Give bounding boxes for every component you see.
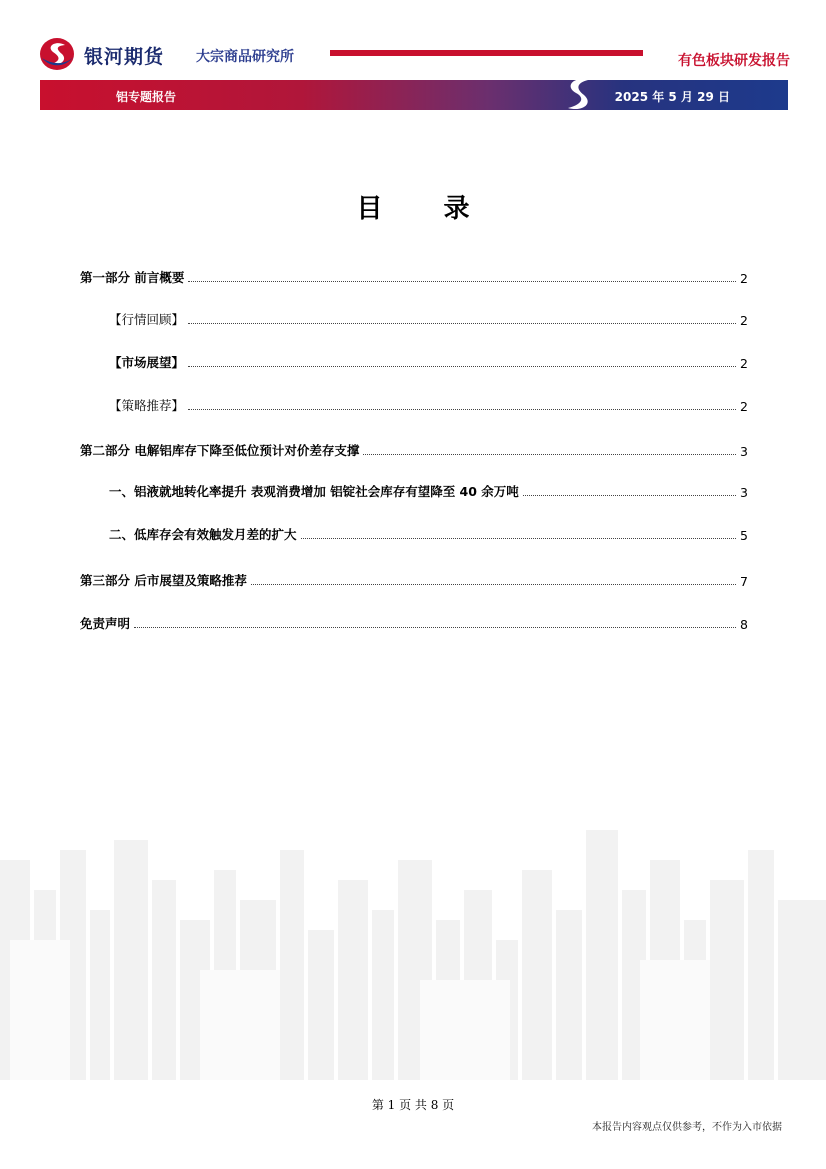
report-banner xyxy=(40,80,788,110)
section-label: 有色板块研发报告 xyxy=(678,53,790,69)
toc-entry[interactable] xyxy=(109,482,748,500)
city-skyline-watermark xyxy=(0,820,826,1080)
toc-entry-label: 免责声明 xyxy=(80,616,131,631)
toc-entry[interactable] xyxy=(80,571,748,589)
toc-entry[interactable] xyxy=(109,396,748,414)
toc-title: 目 录 xyxy=(356,194,496,224)
dot-leader xyxy=(301,537,737,539)
toc-entry-page: 5 xyxy=(740,528,748,543)
header-red-rule xyxy=(330,50,643,56)
dot-leader xyxy=(251,583,736,585)
toc-entry-page: 3 xyxy=(740,485,748,500)
toc-entry[interactable] xyxy=(109,310,748,328)
toc-entry[interactable] xyxy=(80,614,748,632)
brand-logo xyxy=(38,36,338,74)
toc-entry-page: 2 xyxy=(740,399,748,414)
dot-leader xyxy=(188,408,736,410)
page-indicator: 第 1 页 共 8 页 xyxy=(371,1098,455,1112)
toc-entry-label: 二、低库存会有效触发月差的扩大 xyxy=(109,527,297,542)
dot-leader xyxy=(363,453,736,455)
toc-entry-page: 3 xyxy=(740,444,748,459)
toc-entry-label: 第三部分 后市展望及策略推荐 xyxy=(80,573,247,588)
dot-leader xyxy=(188,280,736,282)
toc-entry-label: 【市场展望】 xyxy=(109,355,185,370)
toc-entry-page: 7 xyxy=(740,574,748,589)
disclaimer-note: 本报告内容观点仅供参考，不作为入市依据 xyxy=(592,1122,782,1133)
toc-entry-page: 8 xyxy=(740,617,748,632)
toc-entry-label: 第一部分 前言概要 xyxy=(80,270,185,285)
toc-entry-page: 2 xyxy=(740,356,748,371)
brand-name: 银河期货 xyxy=(84,46,165,68)
institute-name: 大宗商品研究所 xyxy=(196,49,294,65)
toc-entry-page: 2 xyxy=(740,271,748,286)
toc-entry-label: 一、铝液就地转化率提升 表观消费增加 铝锭社会库存有望降至 40 余万吨 xyxy=(109,484,519,499)
report-date: 2025 年 5 月 29 日 xyxy=(614,90,730,104)
toc-entry-label: 【行情回顾】 xyxy=(109,312,185,327)
toc-entry-label: 【策略推荐】 xyxy=(109,398,185,413)
dot-leader xyxy=(188,365,736,367)
dot-leader xyxy=(523,494,736,496)
toc-entry[interactable] xyxy=(80,441,748,459)
toc-entry-label: 第二部分 电解铝库存下降至低位预计对价差存支撑 xyxy=(80,443,360,458)
toc-entry[interactable] xyxy=(80,268,748,286)
dot-leader xyxy=(188,322,736,324)
dot-leader xyxy=(134,626,736,628)
toc-entry[interactable] xyxy=(109,525,748,543)
swirl-s-icon xyxy=(558,74,598,114)
report-type-title: 铝专题报告 xyxy=(116,90,177,104)
galaxy-s-logo-icon xyxy=(38,36,78,72)
toc-entry-page: 2 xyxy=(740,313,748,328)
toc-entry[interactable] xyxy=(109,353,748,371)
